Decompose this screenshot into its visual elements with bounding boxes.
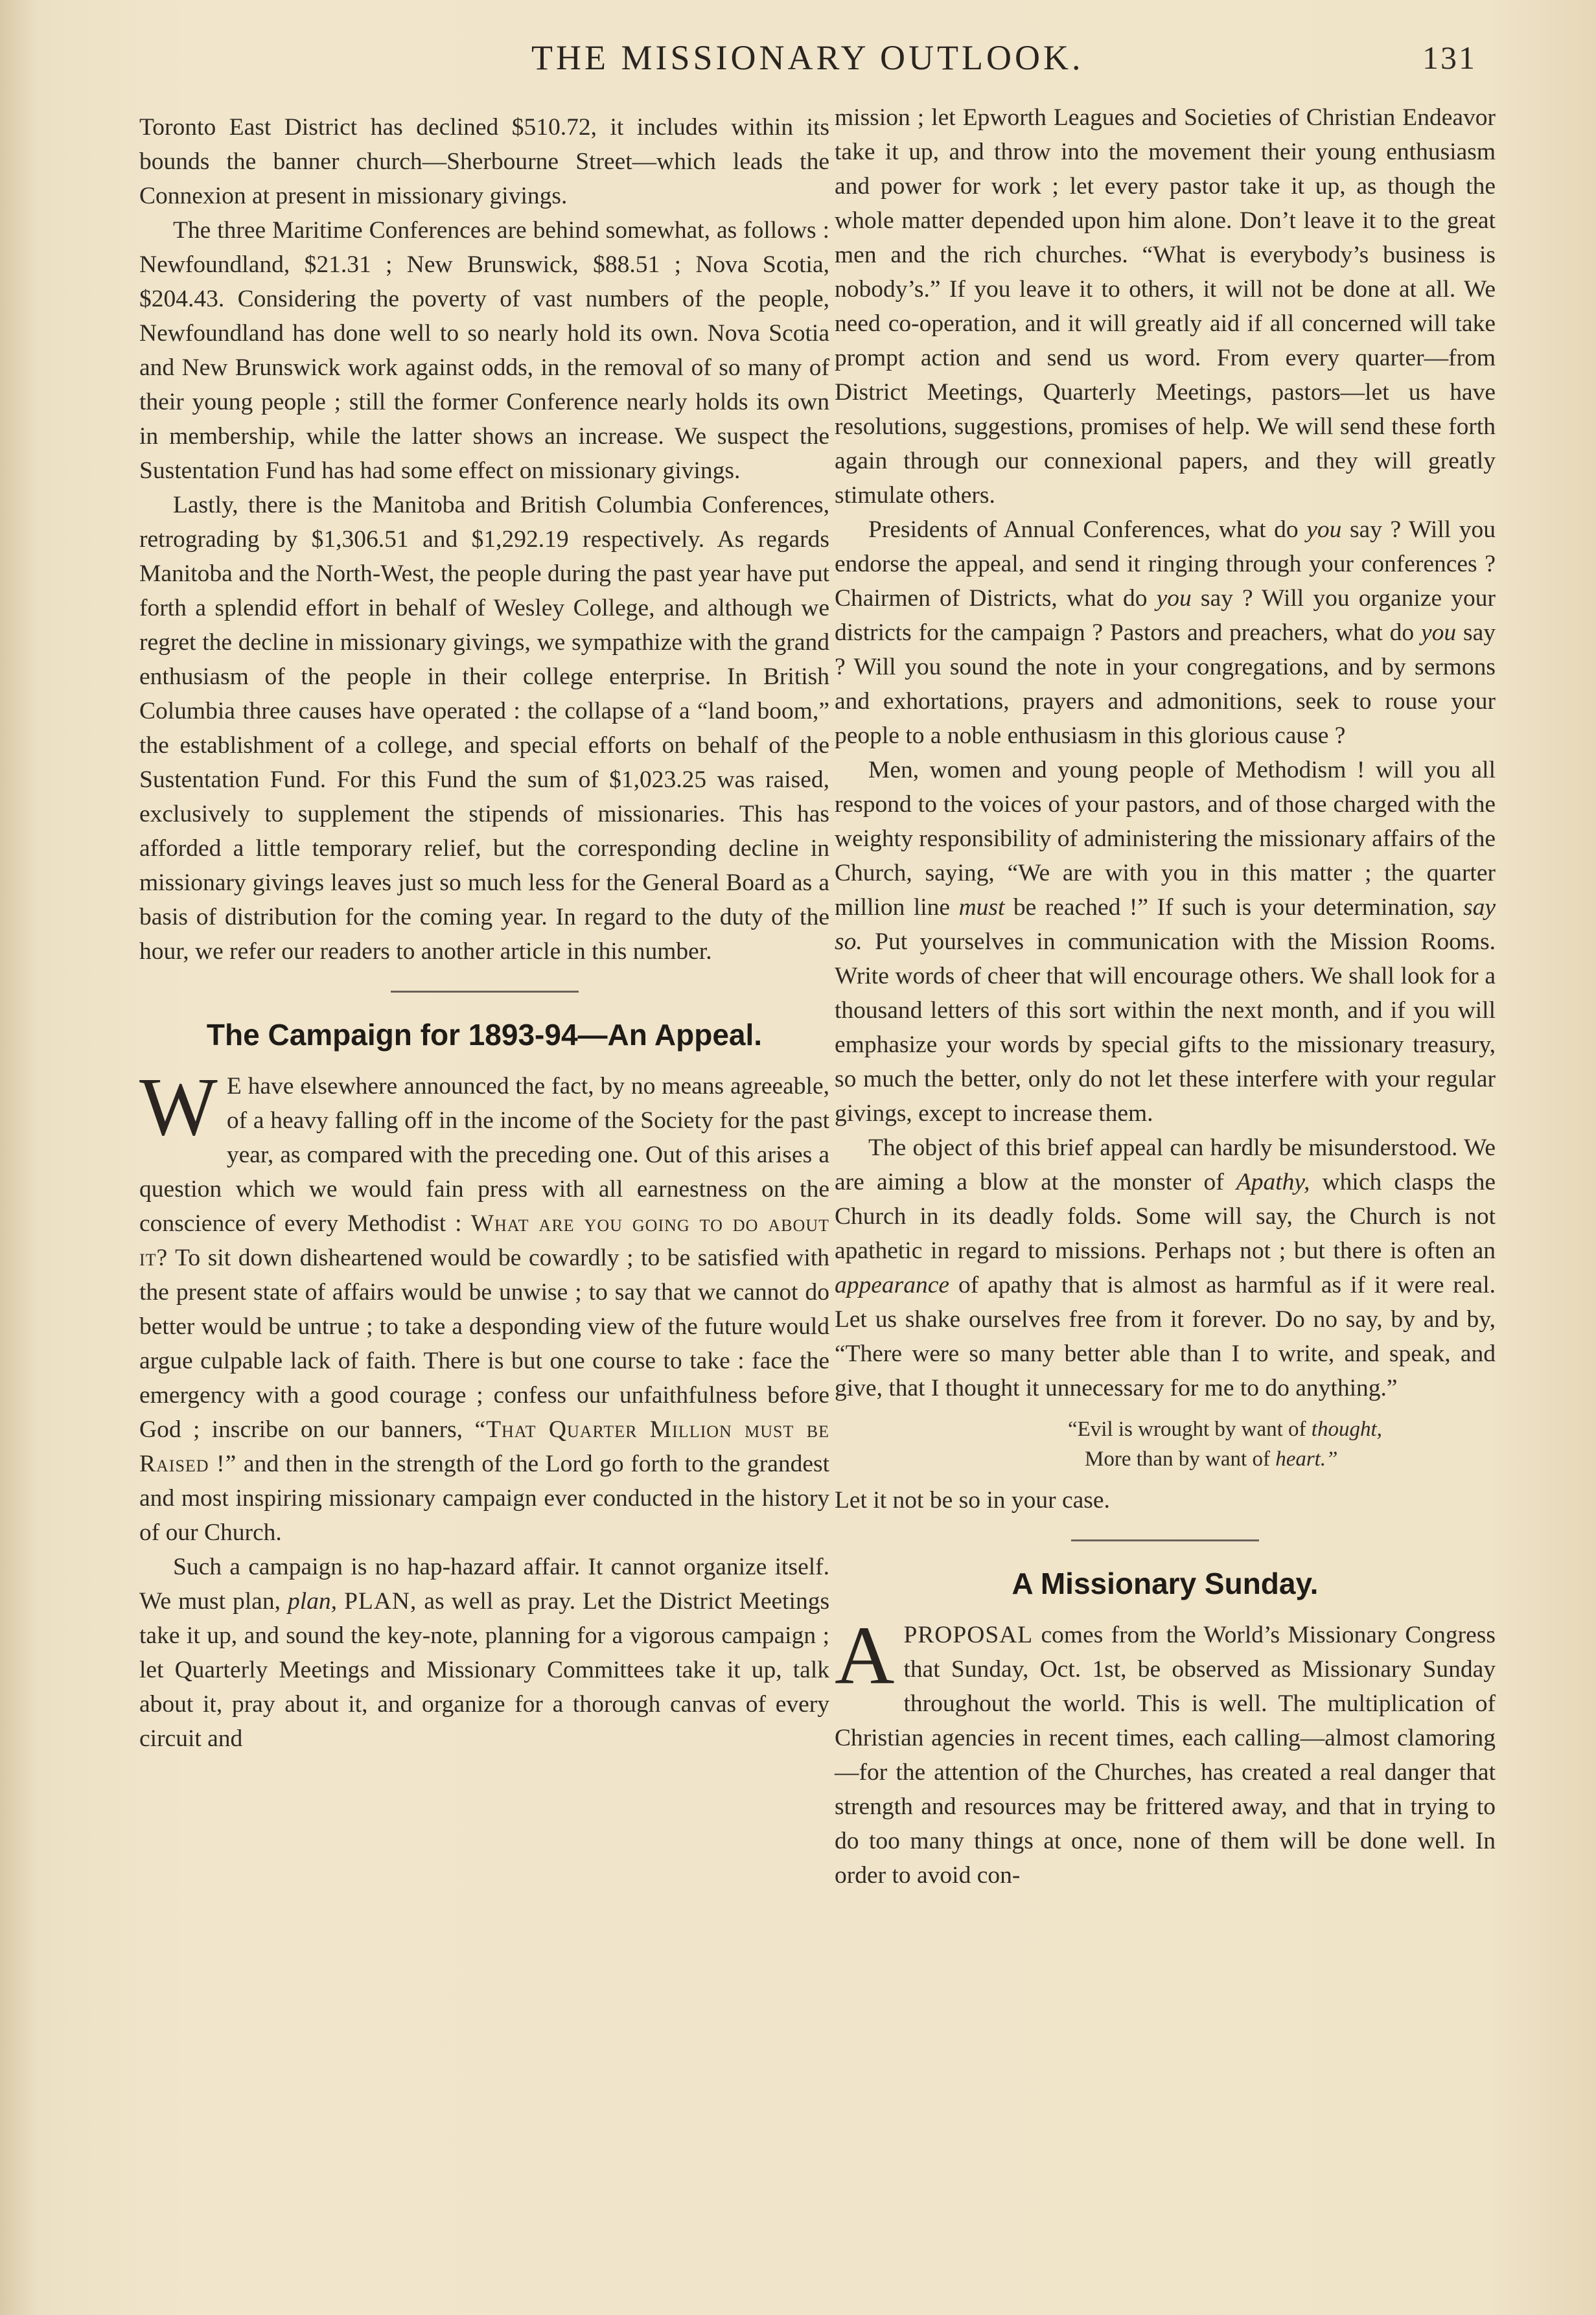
verse-line-1: “Evil is wrought by want of thought,: [1068, 1418, 1382, 1441]
verse-quotation: [1068, 1414, 1496, 1474]
presidents-paragraph: Presidents of Annual Conferences, what do you say ? Will you endorse the appeal, and send it ringing through your conferences ? Chairmen of Districts, what do you say ? Will you organize your districts for the campaign ? Pastors and preachers, what do you say ? Will you sound the note in your congregations, and by sermons and exhortations, prayers and admonitions, seek to rouse your people to a noble enthusiasm in this glorious cause ?: [835, 516, 1496, 749]
small-caps-slogan: “That Quarter Million must be Raised !”: [139, 1416, 829, 1477]
paragraph-maritime-conferences: The three Maritime Conferences are behind somewhat, as follows : Newfoundland, $21.31 ; New Brunswick, $88.51 ; Nova Scotia, $204.43. Considering the poverty of vast numbers of the people, Newfoundland has done well to so nearly hold its own. Nova Scotia and New Brunswick work against odds, in the removal of so many of their young people ; still the former Conference nearly holds its own in membership, while the latter shows an increase. We suspect the Sustentation Fund has had some effect on missionary givings.: [139, 217, 829, 484]
appeal-continued-paragraph: mission ; let Epworth Leagues and Societies of Christian Endeavor take it up, and throw into the movement their young enthusiasm and power for work ; let every pastor take it up, as though the whole matter depended upon him alone. Don’t leave it to the great men and the rich churches. “What is everybody’s business is nobody’s.” If you leave it to others, it will not be done at all. We need co-operation, and it will greatly aid if all concerned will take prompt action and send us word. From every quarter—from District Meetings, Quarterly Meetings, pastors—let us have resolutions, suggestions, promises of help. We will send these forth again through our connexional papers, and they will greatly stimulate others.: [835, 104, 1496, 509]
verse-line-2: More than by want of heart.”: [1085, 1447, 1338, 1471]
left-column: [139, 110, 829, 1756]
page-number: 131: [1422, 40, 1477, 76]
emphasis-plan: plan,: [288, 1588, 338, 1615]
small-caps-plan: PLAN,: [344, 1588, 417, 1615]
right-column: [835, 100, 1496, 1893]
appeal-heading: The Campaign for 1893-94—An Appeal.: [206, 1018, 763, 1052]
small-caps-proposal: PROPOSAL: [903, 1622, 1034, 1648]
paragraph-manitoba-bc: Lastly, there is the Manitoba and British Columbia Conferences, retrograding by $1,306.51 and $1,292.19 respectively. As regards Manitoba and the North-West, the people during the past year have put forth a splendid effort in behalf of Wesley College, and although we regret the decline in missionary givings, we sympathize with the grand enthusiasm of the people in their college enterprise. In British Columbia three causes have operated : the collapse of a “land boom,” the establishment of a college, and special efforts on behalf of the Sustentation Fund. For this Fund the sum of $1,023.25 was raised, exclusively to supplement the stipends of missionaries. This has afforded a little temporary relief, but the corresponding decline in missionary givings leaves just so much less for the General Board as a basis of distribution for the coming year. In regard to the duty of the hour, we refer our readers to another article in this number.: [139, 492, 829, 965]
drop-cap: W: [139, 1061, 218, 1153]
section-divider: [391, 991, 579, 993]
journal-title: THE MISSIONARY OUTLOOK.: [531, 38, 1084, 77]
methodism-paragraph: Men, women and young people of Methodism ! will you all respond to the voices of your pastors, and of those charged with the weighty responsibility of administering the missionary affairs of the Church, saying, “We are with you in this matter ; the quarter million line must be reached !” If such is your determination, say so. Put yourselves in communication with the Mission Rooms. Write words of cheer that will encourage others. We shall look for a thousand letters of this sort within the next month, and if you will emphasize your words by special gifts to the missionary treasury, so much the better, only do not let these interfere with your regular givings, except to increase them.: [835, 757, 1496, 1127]
appeal-paragraph-2: Such a campaign is no hap-hazard affair. It cannot organize itself. We must plan, plan, PLAN, as well as pray. Let the District Meetings take it up, and sound the key-note, planning for a vigorous campaign ; let Quarterly Meetings and Missionary Committees take it up, talk about it, pray about it, and organize for a thorough canvas of every circuit and: [139, 1554, 830, 1752]
closing-line: Let it not be so in your case.: [835, 1487, 1110, 1514]
missionary-sunday-heading: A Missionary Sunday.: [1012, 1567, 1319, 1600]
drop-cap-a: A: [835, 1609, 895, 1701]
section-divider-2: [1071, 1539, 1259, 1541]
running-head: [0, 31, 1596, 83]
small-caps-question: What are you going to do about it?: [139, 1210, 829, 1271]
missionary-sunday-paragraph: APROPOSAL comes from the World’s Missionary Congress that Sunday, Oct. 1st, be observed as Missionary Sunday throughout the world. This is well. The multiplication of Christian agencies in recent times, each calling—almost clamoring—for the attention of the Churches, has created a real danger that strength and resources may be frittered away, and that in trying to do too many things at once, none of them will be done well. In order to avoid con-: [835, 1609, 1496, 1889]
apathy-paragraph: The object of this brief appeal can hardly be misunderstood. We are aiming a blow at the monster of Apathy, which clasps the Church in its deadly folds. Some will say, the Church is not apathetic in regard to missions. Perhaps not ; but there is often an appearance of apathy that is almost as harmful as if it were real. Let us shake ourselves free from it forever. Do no say, by and by, “There were so many better able than I to write, and speak, and give, that I thought it unnecessary for me to do anything.”: [835, 1134, 1496, 1401]
appeal-paragraph-1: W E have elsewhere announced the fact, by no means agreeable, of a heavy falling off in the income of the Society for the past year, as compared with the preceding one. Out of this arises a question which we would fain press with all earnestness on the conscience of every Methodist : What are you going to do about it? To sit down disheartened would be cowardly ; to be satisfied with the present state of affairs would be unwise ; to say that we cannot do better would be untrue ; to take a desponding view of the future would argue culpable lack of faith. There is but one course to take : face the emergency with a good courage ; confess our unfaithfulness before God ; inscribe on our banners, “That Quarter Million must be Raised !” and then in the strength of the Lord go forth to the grandest and most inspiring missionary campaign ever conducted in the history of our Church.: [139, 1061, 830, 1546]
paragraph-toronto-east: Toronto East District has declined $510.72, it includes within its bounds the banner church—Sherbourne Street—which leads the Connexion at present in missionary givings.: [139, 114, 829, 209]
